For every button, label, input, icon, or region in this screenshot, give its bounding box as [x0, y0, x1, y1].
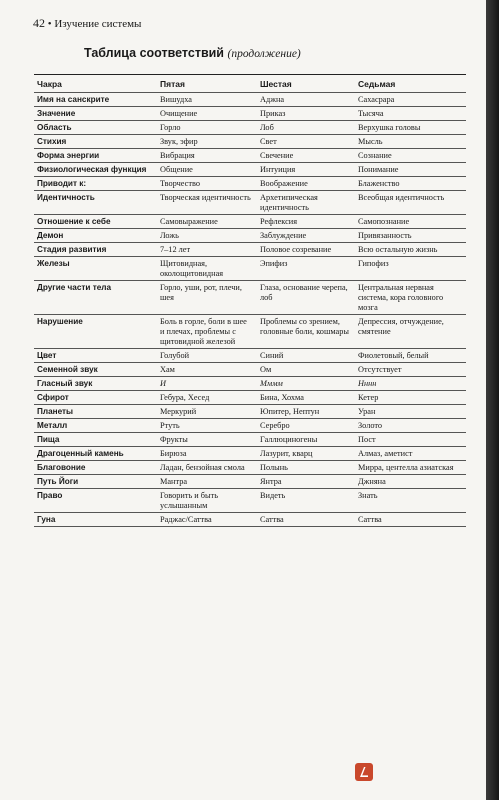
- table-cell: Блаженство: [355, 177, 466, 191]
- table-cell: Половое созревание: [257, 243, 355, 257]
- table-cell: Горло: [157, 121, 257, 135]
- table-title-text: Таблица соответствий: [84, 46, 224, 60]
- logo-icon: [355, 763, 373, 781]
- table-row: [34, 281, 466, 315]
- table-row: [34, 215, 466, 229]
- table-row: [34, 191, 466, 215]
- table-cell: Юпитер, Нептун: [257, 405, 355, 419]
- table-cell: 7–12 лет: [157, 243, 257, 257]
- table-cell: Щитовидная, околощитовидная: [157, 257, 257, 281]
- table-cell: Творчество: [157, 177, 257, 191]
- table-cell: Боль в горле, боли в шее и плечах, проблемы с щитовидной железой: [157, 315, 257, 349]
- row-label: Имя на санскрите: [34, 93, 157, 107]
- table-cell: Ладан, бензойная смола: [157, 461, 257, 475]
- row-label: Демон: [34, 229, 157, 243]
- table-cell: Эпифиз: [257, 257, 355, 281]
- table-cell: Свет: [257, 135, 355, 149]
- table-cell: И: [157, 377, 257, 391]
- table-cell: Приказ: [257, 107, 355, 121]
- table-row: [34, 405, 466, 419]
- table-cell: Саттва: [257, 513, 355, 527]
- table-row: [34, 433, 466, 447]
- header-seventh: Седьмая: [355, 75, 466, 93]
- table-cell: Мирра, центелла азиатская: [355, 461, 466, 475]
- table-cell: Ртуть: [157, 419, 257, 433]
- table-cell: Тысяча: [355, 107, 466, 121]
- table-cell: Видеть: [257, 489, 355, 513]
- table-cell: Янтра: [257, 475, 355, 489]
- table-cell: Верхушка головы: [355, 121, 466, 135]
- table-row: [34, 93, 466, 107]
- table-row: [34, 177, 466, 191]
- row-label: Пища: [34, 433, 157, 447]
- table-cell: Бирюза: [157, 447, 257, 461]
- table-cell: Депрессия, отчуждение, смятение: [355, 315, 466, 349]
- table-cell: Меркурий: [157, 405, 257, 419]
- table-row: [34, 391, 466, 405]
- table-title-note: (продолжение): [227, 48, 301, 60]
- table-cell: Золото: [355, 419, 466, 433]
- head-separator: •: [47, 18, 52, 30]
- row-label: Гуна: [34, 513, 157, 527]
- table-cell: Говорить и быть услышанным: [157, 489, 257, 513]
- table-row: [34, 229, 466, 243]
- table-cell: Аджна: [257, 93, 355, 107]
- row-label: Драгоценный камень: [34, 447, 157, 461]
- row-label: Право: [34, 489, 157, 513]
- table-cell: Звук, эфир: [157, 135, 257, 149]
- table-cell: Интуиция: [257, 163, 355, 177]
- row-label: Другие части тела: [34, 281, 157, 315]
- table-title: [84, 46, 301, 60]
- table-row: [34, 377, 466, 391]
- row-label: Семенной звук: [34, 363, 157, 377]
- row-label: Стихия: [34, 135, 157, 149]
- table-cell: Фрукты: [157, 433, 257, 447]
- table-cell: Голубой: [157, 349, 257, 363]
- table-cell: Сознание: [355, 149, 466, 163]
- row-label: Значение: [34, 107, 157, 121]
- table-cell: Заблуждение: [257, 229, 355, 243]
- table-cell: Архетипическая идентичность: [257, 191, 355, 215]
- table-row: [34, 107, 466, 121]
- row-label: Стадия развития: [34, 243, 157, 257]
- table-cell: Раджас/Саттва: [157, 513, 257, 527]
- table-cell: Бина, Хохма: [257, 391, 355, 405]
- table-body: [34, 93, 466, 527]
- table-cell: Общение: [157, 163, 257, 177]
- row-label: Приводит к:: [34, 177, 157, 191]
- table-cell: Лазурит, кварц: [257, 447, 355, 461]
- table-cell: Кетер: [355, 391, 466, 405]
- table-row: [34, 163, 466, 177]
- header-chakra: Чакра: [34, 75, 157, 93]
- table-row: [34, 149, 466, 163]
- table-cell: Всеобщая идентичность: [355, 191, 466, 215]
- table-cell: Очищение: [157, 107, 257, 121]
- table-cell: Синий: [257, 349, 355, 363]
- section-name: Изучение системы: [54, 18, 142, 30]
- table-cell: Знать: [355, 489, 466, 513]
- row-label: Железы: [34, 257, 157, 281]
- publisher-logo: [355, 763, 373, 781]
- table-cell: Алмаз, аметист: [355, 447, 466, 461]
- table-row: [34, 135, 466, 149]
- table-cell: Центральная нервная система, кора головного мозга: [355, 281, 466, 315]
- row-label: Гласный звук: [34, 377, 157, 391]
- table-cell: Фиолетовый, белый: [355, 349, 466, 363]
- row-label: Сфирот: [34, 391, 157, 405]
- table-row: [34, 243, 466, 257]
- table-row: [34, 447, 466, 461]
- table-cell: Вибрация: [157, 149, 257, 163]
- table-cell: Пост: [355, 433, 466, 447]
- table-cell: Привязанность: [355, 229, 466, 243]
- row-label: Цвет: [34, 349, 157, 363]
- table-cell: Нннн: [355, 377, 466, 391]
- table-cell: Мантра: [157, 475, 257, 489]
- row-label: Отношение к себе: [34, 215, 157, 229]
- header-fifth: Пятая: [157, 75, 257, 93]
- table-cell: Саттва: [355, 513, 466, 527]
- table-cell: Всю остальную жизнь: [355, 243, 466, 257]
- table-cell: Ом: [257, 363, 355, 377]
- table-row: [34, 419, 466, 433]
- table-cell: Лоб: [257, 121, 355, 135]
- table-row: [34, 315, 466, 349]
- table-row: [34, 475, 466, 489]
- row-label: Область: [34, 121, 157, 135]
- correspondence-table: [34, 74, 466, 527]
- header-sixth: Шестая: [257, 75, 355, 93]
- row-label: Благовоние: [34, 461, 157, 475]
- table-cell: Горло, уши, рот, плечи, шея: [157, 281, 257, 315]
- table-cell: Сахасрара: [355, 93, 466, 107]
- table-cell: Серебро: [257, 419, 355, 433]
- table-cell: Воображение: [257, 177, 355, 191]
- running-head: [33, 16, 141, 31]
- row-label: Металл: [34, 419, 157, 433]
- table-cell: Свечение: [257, 149, 355, 163]
- table-cell: Мммм: [257, 377, 355, 391]
- table-cell: Самопознание: [355, 215, 466, 229]
- table-cell: Хам: [157, 363, 257, 377]
- table-cell: Проблемы со зрением, головные боли, кошмары: [257, 315, 355, 349]
- table-cell: Полынь: [257, 461, 355, 475]
- table-cell: Самовыражение: [157, 215, 257, 229]
- table-row: [34, 461, 466, 475]
- table-row: [34, 489, 466, 513]
- table-cell: Творческая идентичность: [157, 191, 257, 215]
- row-label: Путь Йоги: [34, 475, 157, 489]
- table-cell: Галлюциногены: [257, 433, 355, 447]
- table-row: [34, 513, 466, 527]
- table-row: [34, 257, 466, 281]
- row-label: Планеты: [34, 405, 157, 419]
- table-cell: Джняна: [355, 475, 466, 489]
- table-cell: Рефлексия: [257, 215, 355, 229]
- row-label: Форма энергии: [34, 149, 157, 163]
- table-header-row: [34, 75, 466, 93]
- table-cell: Ложь: [157, 229, 257, 243]
- table-cell: Глаза, основание черепа, лоб: [257, 281, 355, 315]
- table-cell: Понимание: [355, 163, 466, 177]
- page-number: 42: [33, 16, 45, 30]
- table-cell: Гебура, Хесед: [157, 391, 257, 405]
- table-row: [34, 363, 466, 377]
- table-cell: Отсутствует: [355, 363, 466, 377]
- row-label: Физиологическая функция: [34, 163, 157, 177]
- table-row: [34, 121, 466, 135]
- row-label: Нарушение: [34, 315, 157, 349]
- table-cell: Уран: [355, 405, 466, 419]
- table-cell: Гипофиз: [355, 257, 466, 281]
- row-label: Идентичность: [34, 191, 157, 215]
- table-cell: Мысль: [355, 135, 466, 149]
- table-cell: Вишудха: [157, 93, 257, 107]
- table-row: [34, 349, 466, 363]
- page-gutter: [486, 0, 499, 800]
